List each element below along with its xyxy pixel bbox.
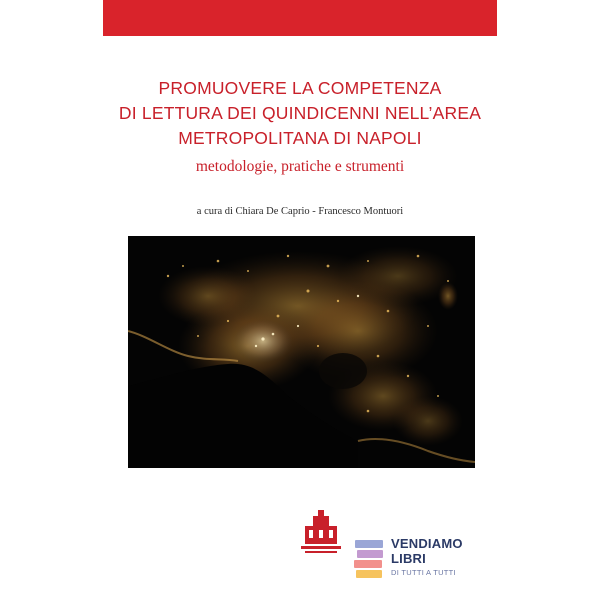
badge-line-1: VENDIAMO	[391, 536, 463, 551]
book-title	[103, 76, 497, 151]
night-satellite-image	[128, 236, 475, 468]
title-line-2: DI LETTURA DEI QUINDICENNI NELL’AREA	[118, 103, 482, 123]
book-subtitle: metodologie, pratiche e strumenti	[195, 158, 405, 175]
title-line-1: PROMUOVERE LA COMPETENZA	[158, 78, 442, 98]
badge-line-2: LIBRI	[391, 551, 426, 566]
publisher-logo	[299, 508, 343, 556]
publisher-building-icon	[299, 508, 343, 556]
book-stack-icon	[353, 536, 385, 584]
cover-top-band	[103, 0, 497, 36]
badge-tagline: DI TUTTI A TUTTI	[391, 568, 456, 577]
cover-photo	[128, 236, 475, 468]
book-cover	[103, 0, 497, 600]
title-line-3: METROPOLITANA DI NAPOLI	[178, 128, 422, 148]
vendiamo-libri-badge	[353, 534, 493, 586]
vendiamo-libri-text	[391, 536, 463, 577]
book-editors: a cura di Chiara De Caprio - Francesco Montuori	[196, 206, 404, 217]
